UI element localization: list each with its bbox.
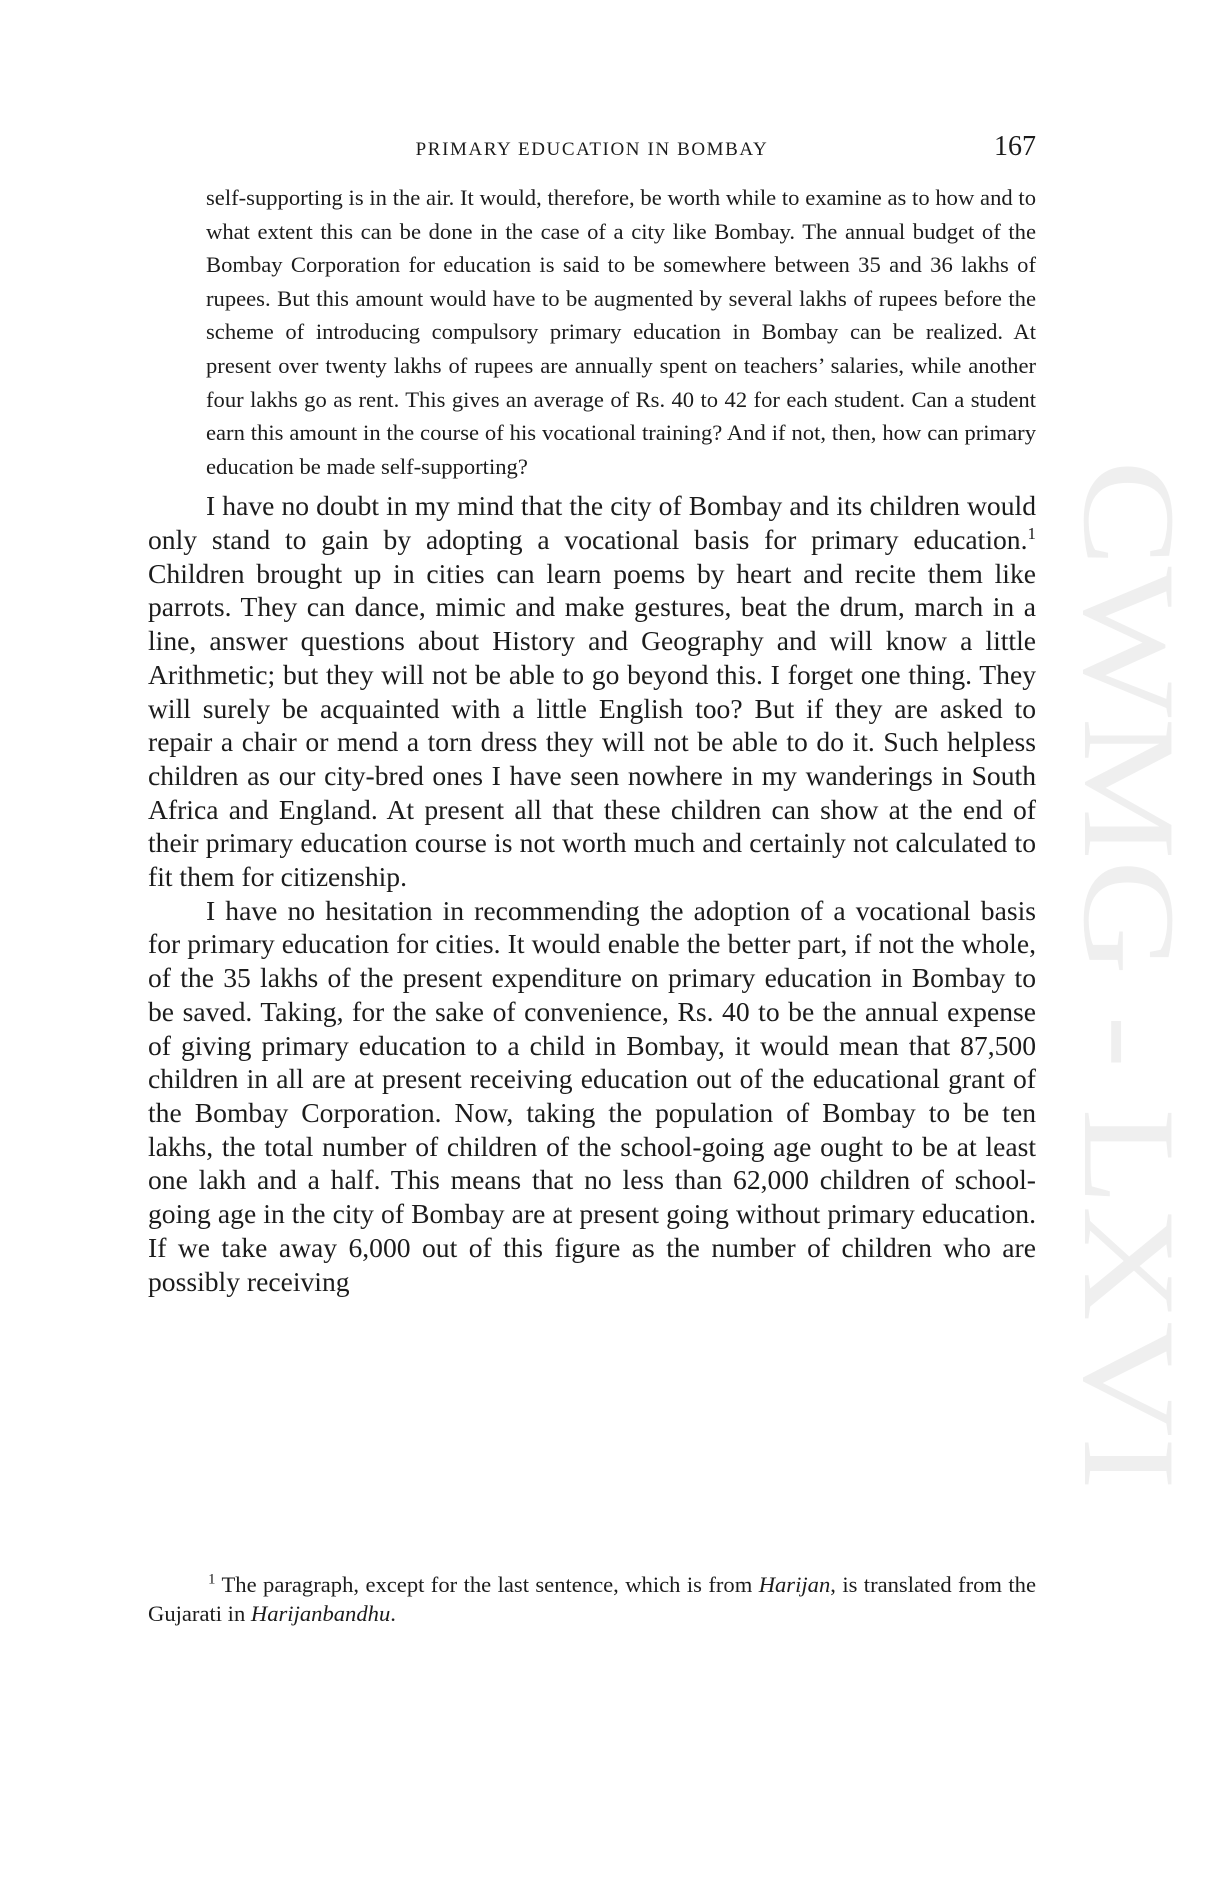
body-paragraph-1	[148, 489, 1036, 893]
page-content	[148, 181, 1036, 1298]
running-head	[148, 131, 1036, 167]
footnote-source-harijanbandhu: Harijanbandhu	[250, 1601, 391, 1626]
page-number: 167	[994, 131, 1036, 162]
watermark	[1045, 460, 1225, 1490]
paragraph-1-text-b: Children brought up in cities can learn poems by heart and recite them like parrots. They can dance, mimic and make gestures, beat the drum, march in a line, answer questions about History and Geography and will know a little Arithmetic; but they will not be able to go beyond this. I forget one thing. They will surely be acquainted with a little English too? But if they are asked to repair a chair or mend a torn dress they will not be able to do it. Such helpless children as our city-bred ones I have seen nowhere in my wanderings in South Africa and England. At present all that these children can show at the end of their primary education course is not worth much and certainly not calculated to fit them for citizenship.	[148, 557, 1036, 893]
footnote-text-b: , is translated from the Gujarati in	[148, 1572, 1036, 1626]
watermark-text: CWMG - LXVI	[1056, 460, 1203, 1311]
footnote-text-a: The paragraph, except for the last sentence, which is from	[215, 1572, 759, 1597]
running-title: PRIMARY EDUCATION IN BOMBAY	[415, 139, 769, 160]
footnote-mark: 1	[208, 1571, 216, 1588]
quoted-letter: self-supporting is in the air. It would, therefore, be worth while to examine as to how and to what extent this can be done in the case of a city like Bombay. The annual budget of the Bombay Corporation for education is said to be somewhere between 35 and 36 lakhs of rupees. But this amount would have to be augmented by several lakhs of rupees before the scheme of introducing compulsory primary education in Bombay can be realized. At present over twenty lakhs of rupees are annually spent on teachers’ salaries, while another four lakhs go as rent. This gives an average of Rs. 40 to 42 for each student. Can a student earn this amount in the course of his vocational training? And if not, then, how can primary education be made self-supporting?	[206, 185, 1036, 479]
body-paragraph-2: I have no hesitation in recommending the adoption of a vocational basis for primary education for cities. It would enable the better part, if not the whole, of the 35 lakhs of the present expenditure on primary education in Bombay to be saved. Taking, for the sake of convenience, Rs. 40 to be the annual expense of giving primary education to a child in Bombay, it would mean that 87,500 children in all are at present receiving education out of the educational grant of the Bombay Corporation. Now, taking the population of Bombay to be ten lakhs, the total number of children of the school-going age ought to be at least one lakh and a half. This means that no less than 62,000 children of school-going age in the city of Bombay are at present going without primary education. If we take away 6,000 out of this figure as the number of children who are possibly receiving	[148, 894, 1036, 1297]
footnote-text-c: .	[390, 1601, 396, 1626]
footnote-source-harijan: Harijan	[758, 1572, 831, 1597]
footnote-reference: 1	[1027, 523, 1036, 543]
paragraph-1-text-a: I have no doubt in my mind that the city of Bombay and its children would only stand to gain by adopting a vocational basis for primary education.	[148, 490, 1036, 556]
footnote	[148, 1570, 1036, 1628]
watermark-graphic	[1045, 460, 1225, 1490]
